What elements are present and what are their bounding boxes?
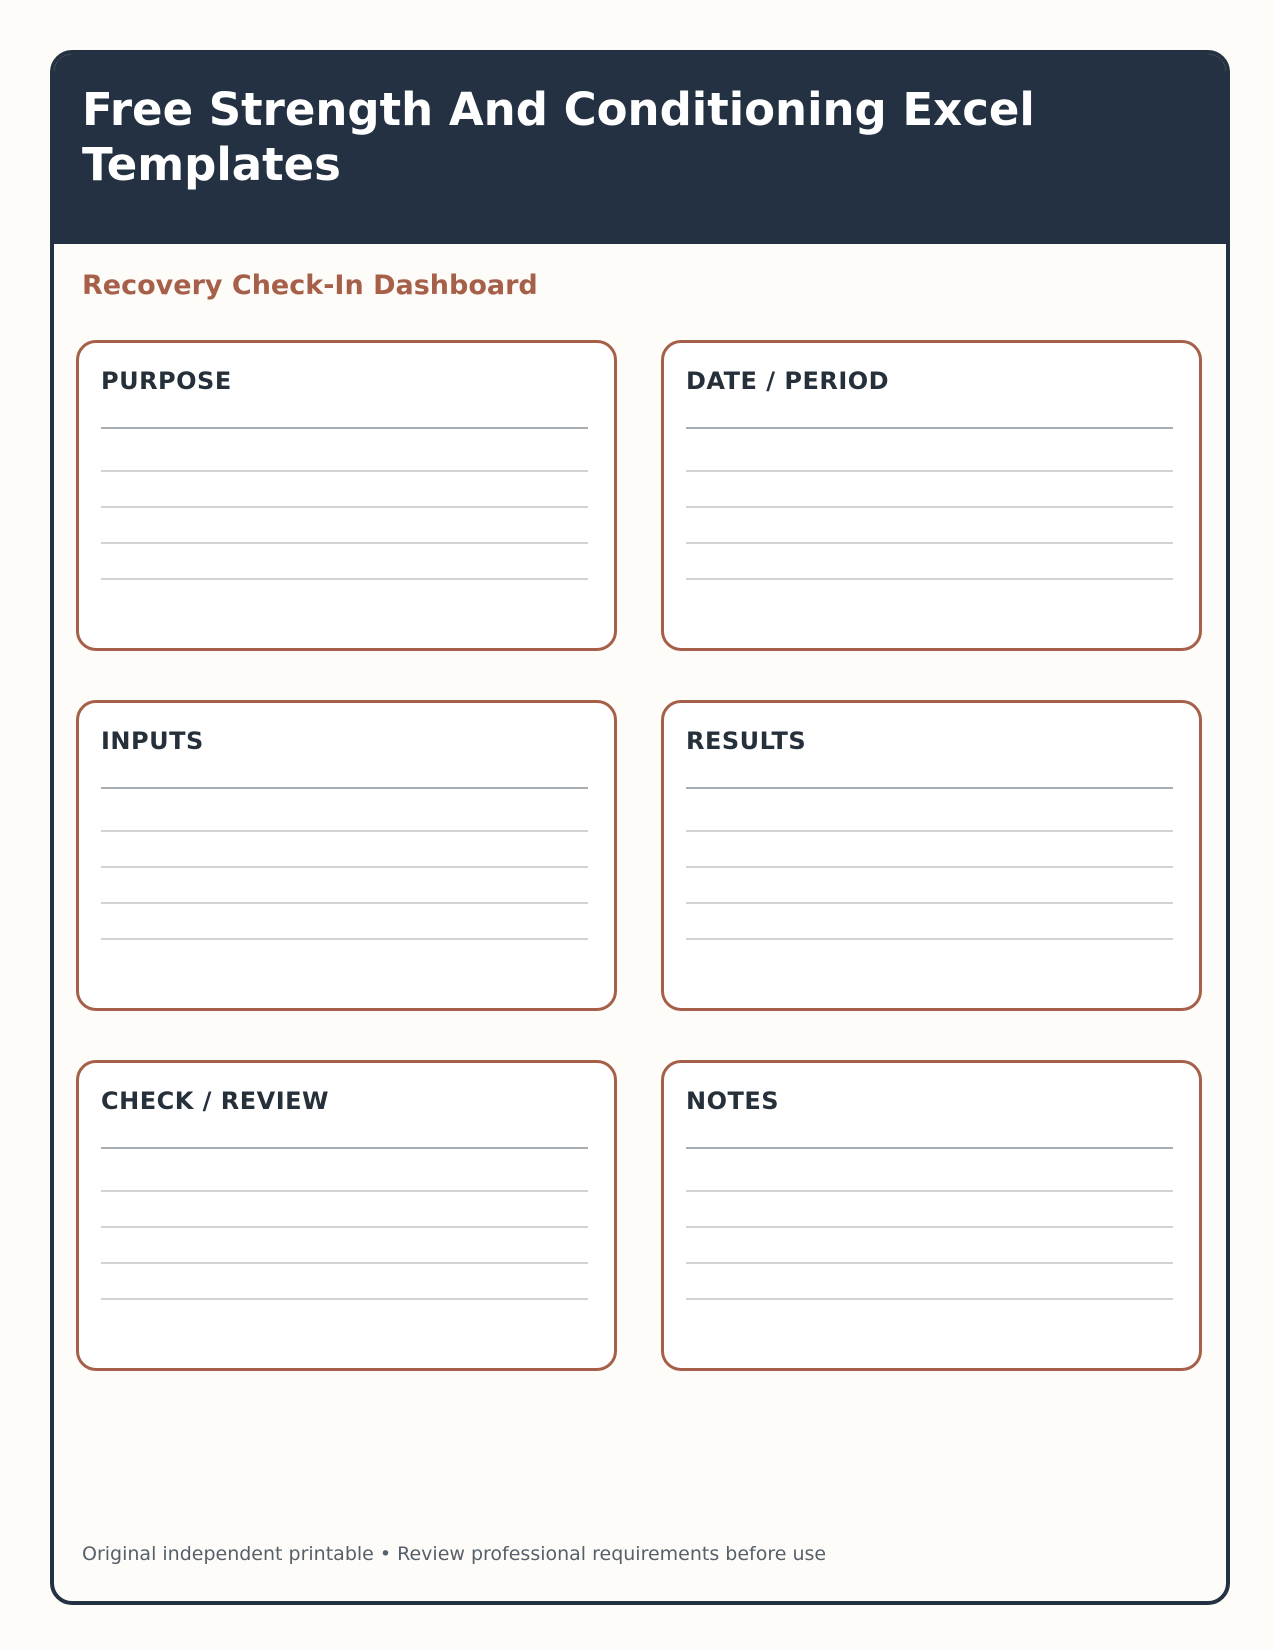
dashboard-subtitle: Recovery Check-In Dashboard xyxy=(82,270,538,301)
write-line[interactable] xyxy=(101,866,588,868)
write-line[interactable] xyxy=(686,427,1173,429)
write-line[interactable] xyxy=(686,470,1173,472)
write-line[interactable] xyxy=(101,578,588,580)
card-notes xyxy=(661,1060,1202,1371)
write-line[interactable] xyxy=(686,1147,1173,1149)
write-line[interactable] xyxy=(101,470,588,472)
write-line[interactable] xyxy=(101,542,588,544)
write-line[interactable] xyxy=(686,1262,1173,1264)
page-title: Free Strength And Conditioning Excel Templates xyxy=(82,83,1035,191)
write-line[interactable] xyxy=(101,427,588,429)
write-line[interactable] xyxy=(686,787,1173,789)
card-title-purpose: PURPOSE xyxy=(101,367,232,395)
write-line[interactable] xyxy=(686,866,1173,868)
card-title-inputs: INPUTS xyxy=(101,727,204,755)
write-line[interactable] xyxy=(101,830,588,832)
write-line[interactable] xyxy=(686,578,1173,580)
worksheet-page xyxy=(50,50,1230,1605)
card-purpose xyxy=(76,340,617,651)
write-line[interactable] xyxy=(101,787,588,789)
write-line[interactable] xyxy=(101,902,588,904)
write-line[interactable] xyxy=(101,1298,588,1300)
card-date-period xyxy=(661,340,1202,651)
footer-note: Original independent printable • Review professional requirements before use xyxy=(82,1543,827,1565)
write-line[interactable] xyxy=(101,1190,588,1192)
card-results xyxy=(661,700,1202,1011)
write-line[interactable] xyxy=(101,938,588,940)
write-line[interactable] xyxy=(686,506,1173,508)
card-title-notes: NOTES xyxy=(686,1087,780,1115)
write-line[interactable] xyxy=(686,1190,1173,1192)
card-inputs xyxy=(76,700,617,1011)
write-line[interactable] xyxy=(101,506,588,508)
write-line[interactable] xyxy=(686,938,1173,940)
write-line[interactable] xyxy=(101,1226,588,1228)
write-line[interactable] xyxy=(686,1298,1173,1300)
card-title-date-period: DATE / PERIOD xyxy=(686,367,890,395)
card-title-check-review: CHECK / REVIEW xyxy=(101,1087,330,1115)
write-line[interactable] xyxy=(686,542,1173,544)
write-line[interactable] xyxy=(686,902,1173,904)
write-line[interactable] xyxy=(101,1262,588,1264)
write-line[interactable] xyxy=(686,830,1173,832)
header-banner xyxy=(54,54,1226,244)
write-line[interactable] xyxy=(101,1147,588,1149)
card-check-review xyxy=(76,1060,617,1371)
write-line[interactable] xyxy=(686,1226,1173,1228)
card-title-results: RESULTS xyxy=(686,727,807,755)
